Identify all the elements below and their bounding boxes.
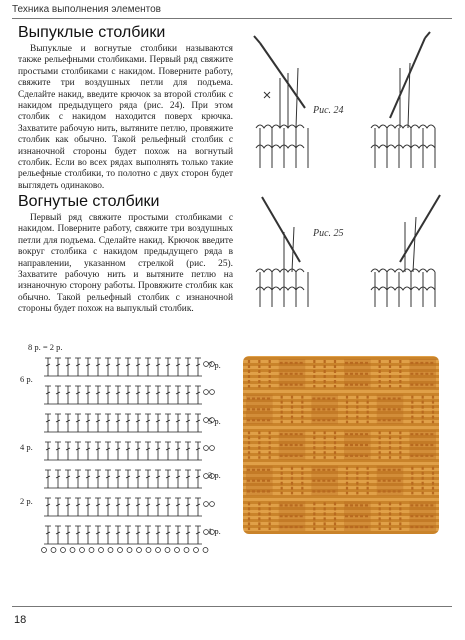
chart-stitch-symbol [165, 358, 171, 376]
chart-stitch-symbol [125, 526, 131, 544]
chart-stitch-symbol [175, 526, 181, 544]
figure-24-illustration [240, 28, 455, 178]
chart-foundation-chain [184, 548, 189, 553]
chart-stitch-symbol [55, 386, 61, 404]
swatch-block [377, 430, 404, 460]
chart-stitch-symbol [135, 526, 141, 544]
swatch-block [311, 501, 338, 531]
chart-stitch-symbol [45, 442, 51, 460]
swatch-block [409, 466, 436, 496]
chart-stitch-symbol [165, 386, 171, 404]
chart-stitch-symbol [135, 442, 141, 460]
chart-stitch-symbol [45, 470, 51, 488]
chart-stitch-symbol [55, 358, 61, 376]
chart-foundation-chain [80, 548, 85, 553]
chart-stitch-symbol [65, 442, 71, 460]
chart-stitch-symbol [45, 526, 51, 544]
chart-stitch-symbol [185, 414, 191, 432]
swatch-block [246, 359, 273, 389]
chart-stitch-symbol [175, 470, 181, 488]
chart-stitch-symbol [145, 470, 151, 488]
chart-stitch-symbol [65, 358, 71, 376]
chart-stitch-symbol [55, 526, 61, 544]
chart-stitch-symbol [115, 414, 121, 432]
chart-left-label-2: 2 р. [20, 496, 33, 506]
chart-stitch-symbol [95, 414, 101, 432]
chart-stitch-symbol [65, 498, 71, 516]
chart-stitch-symbol [175, 386, 181, 404]
section-heading-raised: Выпуклые столбики [18, 24, 166, 41]
chart-foundation-chain [194, 548, 199, 553]
chart-stitch-symbol [45, 386, 51, 404]
chart-stitch-symbol [155, 526, 161, 544]
footer-rule [12, 606, 452, 607]
chart-stitch-symbol [75, 386, 81, 404]
chart-stitch-symbol [125, 414, 131, 432]
chart-stitch-symbol [175, 414, 181, 432]
chart-stitch-symbol [155, 470, 161, 488]
chart-stitch-symbol [135, 358, 141, 376]
chart-stitch-symbol [95, 526, 101, 544]
chart-stitch-symbol [85, 470, 91, 488]
chart-right-label-3: 3 р. [208, 470, 221, 480]
chart-stitch-symbol [195, 526, 201, 544]
chart-chain-symbol [204, 502, 209, 507]
stitch-chart [18, 338, 228, 560]
chart-right-label-5: 5 р. [208, 416, 221, 426]
chart-stitch-symbol [125, 442, 131, 460]
chart-stitch-symbol [45, 498, 51, 516]
chart-foundation-chain [108, 548, 113, 553]
chart-stitch-symbol [195, 414, 201, 432]
section-text-raised: Выпуклые и вогнутые столбики называются также рельефными столбиками. Первый ряд свяжите простыми столбиками с накидом. Поверните работу, свяжите три воздушных петли для подъема. Сделайте накид, введите крючок за второй столбик с накидом предыдущего ряда (рис. 24). При этом столбик с накидом находится поверх крючка. Захватите рабочую нить, вытяните петлю, провяжите столбик как обычно. Такой рельефный столбик с изнаночной стороны будет похож на вогнутый столбик. Если во всех рядах выполнять только такие рельефные столбики, то полотно с двух сторон будет выглядеть одинаково. [18, 44, 233, 191]
chart-foundation-chain [203, 548, 208, 553]
chart-chain-symbol [210, 390, 215, 395]
chart-stitch-symbol [155, 498, 161, 516]
chart-right-label-1: 1 р. [208, 526, 221, 536]
chart-stitch-symbol [115, 358, 121, 376]
chart-stitch-symbol [145, 386, 151, 404]
chart-stitch-symbol [95, 470, 101, 488]
chart-stitch-symbol [165, 442, 171, 460]
chart-stitch-symbol [95, 498, 101, 516]
swatch-block [377, 501, 404, 531]
chart-stitch-symbol [135, 386, 141, 404]
figure-25-label: Рис. 25 [313, 228, 344, 239]
swatch-block [246, 430, 273, 460]
chart-stitch-symbol [55, 498, 61, 516]
chart-foundation-chain [42, 548, 47, 553]
chart-stitch-symbol [175, 358, 181, 376]
chart-top-label: 8 р. = 2 р. [28, 342, 63, 352]
chart-left-label-6: 6 р. [20, 374, 33, 384]
chart-stitch-symbol [125, 386, 131, 404]
chart-stitch-symbol [45, 414, 51, 432]
chart-stitch-symbol [105, 442, 111, 460]
chart-stitch-symbol [195, 470, 201, 488]
chart-stitch-symbol [85, 526, 91, 544]
chart-stitch-symbol [95, 442, 101, 460]
swatch-block [377, 359, 404, 389]
chart-stitch-symbol [115, 526, 121, 544]
chart-foundation-chain [118, 548, 123, 553]
swatch-texture [243, 356, 439, 534]
figure-25-illustration [240, 192, 455, 317]
chart-foundation-chain [70, 548, 75, 553]
chart-stitch-symbol [155, 358, 161, 376]
chart-foundation-chain [51, 548, 56, 553]
chart-stitch-symbol [195, 358, 201, 376]
chart-stitch-symbol [185, 442, 191, 460]
chart-stitch-symbol [135, 414, 141, 432]
chart-stitch-symbol [185, 526, 191, 544]
chart-stitch-symbol [75, 358, 81, 376]
chart-foundation-chain [175, 548, 180, 553]
chart-stitch-symbol [115, 442, 121, 460]
running-header: Техника выполнения элементов [12, 4, 452, 19]
chart-foundation-chain [99, 548, 104, 553]
chart-stitch-symbol [125, 498, 131, 516]
figure-24-label: Рис. 24 [313, 105, 344, 116]
chart-stitch-symbol [65, 414, 71, 432]
chart-right-label-7: 7 р. [208, 360, 221, 370]
chart-stitch-symbol [115, 386, 121, 404]
chart-chain-symbol [210, 446, 215, 451]
chart-stitch-symbol [65, 526, 71, 544]
chart-stitch-symbol [145, 358, 151, 376]
chart-stitch-symbol [165, 498, 171, 516]
chart-stitch-symbol [75, 498, 81, 516]
chart-foundation-chain [146, 548, 151, 553]
chart-stitch-symbol [85, 358, 91, 376]
chart-stitch-symbol [195, 498, 201, 516]
chart-stitch-symbol [195, 386, 201, 404]
chart-stitch-symbol [45, 358, 51, 376]
chart-stitch-symbol [195, 442, 201, 460]
chart-chain-symbol [204, 446, 209, 451]
chart-stitch-symbol [125, 358, 131, 376]
chart-stitch-symbol [105, 498, 111, 516]
chart-chain-symbol [204, 390, 209, 395]
section-text-recessed: Первый ряд свяжите простыми столбиками с накидом. Поверните работу, свяжите три воздушных петли для подъема. Сделайте накид. Крючок введите вокруг столбика с накидом предыдущего ряда в направлении, указанном стрелкой (рис. 25). Захватите рабочую нить и вытяните петлю на изнаночную сторону работы. Провяжите столбик как обычно. Такой рельефный столбик с изнаночной стороны будет похож на выпуклый столбик. [18, 213, 233, 315]
chart-stitch-symbol [95, 386, 101, 404]
chart-stitch-symbol [135, 470, 141, 488]
chart-foundation-chain [61, 548, 66, 553]
section-heading-recessed: Вогнутые столбики [18, 193, 160, 210]
chart-stitch-symbol [135, 498, 141, 516]
chart-stitch-symbol [185, 498, 191, 516]
chart-chain-symbol [210, 502, 215, 507]
chart-stitch-symbol [105, 386, 111, 404]
swatch-block [279, 395, 306, 425]
swatch-block [409, 395, 436, 425]
chart-stitch-symbol [155, 414, 161, 432]
chart-stitch-symbol [175, 498, 181, 516]
swatch-block [246, 501, 273, 531]
chart-stitch-symbol [105, 358, 111, 376]
chart-stitch-symbol [145, 442, 151, 460]
chart-foundation-chain [127, 548, 132, 553]
chart-stitch-symbol [85, 414, 91, 432]
chart-stitch-symbol [115, 470, 121, 488]
chart-stitch-symbol [65, 470, 71, 488]
chart-stitch-symbol [145, 526, 151, 544]
chart-stitch-symbol [155, 442, 161, 460]
chart-stitch-symbol [125, 470, 131, 488]
chart-foundation-chain [89, 548, 94, 553]
page-number: 18 [14, 614, 27, 626]
chart-stitch-symbol [165, 414, 171, 432]
chart-stitch-symbol [105, 526, 111, 544]
chart-stitch-symbol [75, 414, 81, 432]
chart-foundation-chain [165, 548, 170, 553]
chart-stitch-symbol [185, 358, 191, 376]
chart-stitch-symbol [95, 358, 101, 376]
chart-stitch-symbol [55, 470, 61, 488]
chart-stitch-symbol [185, 386, 191, 404]
chart-stitch-symbol [85, 498, 91, 516]
swatch-block [344, 466, 371, 496]
chart-stitch-symbol [155, 386, 161, 404]
crochet-swatch-photo [243, 356, 439, 534]
chart-stitch-symbol [105, 414, 111, 432]
chart-stitch-symbol [75, 470, 81, 488]
chart-stitch-symbol [105, 470, 111, 488]
chart-stitch-symbol [145, 498, 151, 516]
swatch-block [311, 359, 338, 389]
chart-stitch-symbol [115, 498, 121, 516]
chart-stitch-symbol [65, 386, 71, 404]
chart-stitch-symbol [55, 442, 61, 460]
chart-stitch-symbol [85, 442, 91, 460]
chart-stitch-symbol [75, 526, 81, 544]
chart-left-label-4: 4 р. [20, 442, 33, 452]
chart-stitch-symbol [55, 414, 61, 432]
swatch-block [279, 466, 306, 496]
chart-stitch-symbol [85, 386, 91, 404]
chart-stitch-symbol [75, 442, 81, 460]
chart-stitch-symbol [165, 526, 171, 544]
chart-foundation-chain [156, 548, 161, 553]
chart-stitch-symbol [175, 442, 181, 460]
swatch-block [311, 430, 338, 460]
chart-stitch-symbol [145, 414, 151, 432]
chart-stitch-symbol [185, 470, 191, 488]
chart-stitch-symbol [165, 470, 171, 488]
swatch-block [344, 395, 371, 425]
chart-foundation-chain [137, 548, 142, 553]
